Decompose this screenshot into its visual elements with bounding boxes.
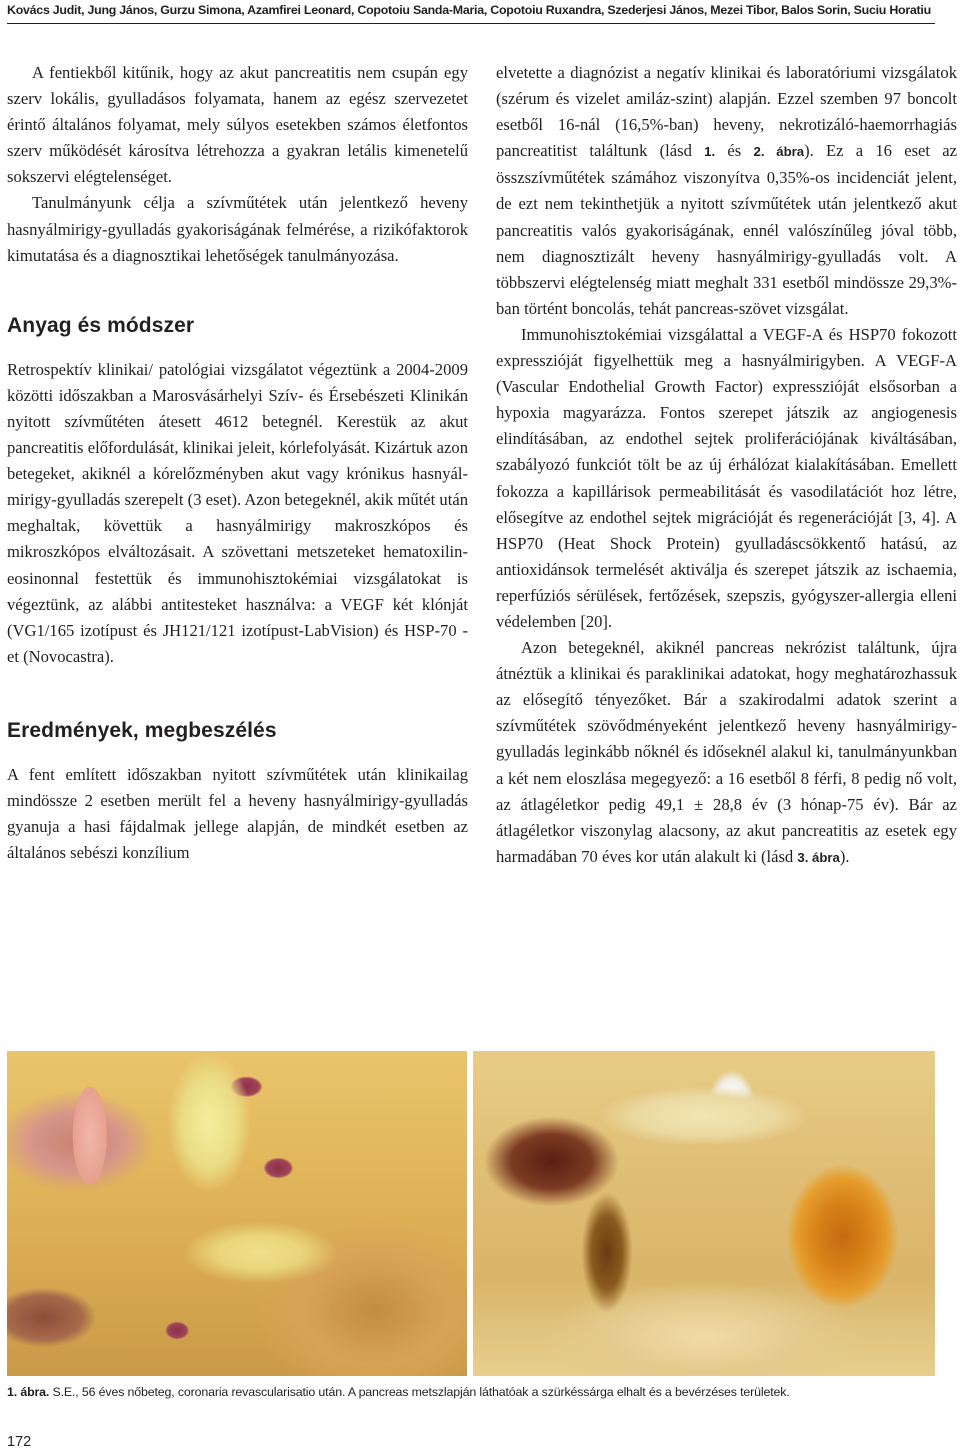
results-continuation-paragraph (496, 60, 957, 322)
ref-conjunction: és (715, 141, 754, 161)
risk-factors-text: Azon betegeknél, akiknél pancreas nekrózist találtunk, újra átnéztük a klinikai és paraklinikai adatokat, hogy meghatározhassuk az elősegítő tényezőket. Bár a szakirodalmi adatok szerint a szívműtétek szövődményeként jelentkező heveny hasnyálmirigy-gyulladás leginkább nőknél és időseknél alakul ki, tanulmányunkban a két nem eloszlása megegyező: a 16 esetből 8 férfi, 8 pedig nő volt, az átlagéletkor pedig 49,1 ± 28,8 év (3 hónap-75 év). Bár az átlagéletkor viszonylag alacsony, az akut pancreatitis az esetek egy harmadában 70 éves kor után alakult ki (lásd (496, 638, 957, 866)
methods-paragraph: Retrospektív klinikai/ patológiai vizsgálatot végeztünk a 2004-2009 közötti időszakban a Marosvásárhelyi Szív- és Érsebészeti Klinikán nyitott szívműtéten átesett 4612 betegnél. Kerestük az akut pancreatitis előfordulását, klinikai jeleit, kórlefolyását. Kizártuk azon betegeket, akiknél a kórelőzményben akut vagy krónikus hasnyálmirigy-gyulladás szerepelt (3 eset). Azon betegeknél, akik műtét után meghaltak, követtük a hasnyálmirigy makroszkópos és mikroszkópos elváltozásait. A szövettani metszeteket hematoxilin-eosinonnal festettük és immunohisztokémiai vizsgálatokat is végeztünk, az alábbi antitesteket használva: a VEGF két klónját (VG1/165 izotípust és JH121/121 izotípust-LabVision) és HSP-70 -et (Novocastra). (7, 359, 468, 666)
figure-ref-1: 1. (704, 144, 716, 160)
right-column (496, 60, 957, 871)
results-heading: Eredmények, megbeszélés (7, 718, 277, 742)
header-divider (7, 23, 935, 24)
intro-paragraph: A fentiekből kitűnik, hogy az akut pancreatitis nem csupán egy szerv lokális, gyulladásos folyamata, hanem az egész szervezetet érintő általános folyamat, mely súlyos esetekben számos életfontos szerv működését károsítva létrehozza a gyakran letális kimenetelű sokszervi elégtelenséget. (7, 63, 468, 187)
figure-ref-2: 2. ábra (753, 144, 805, 160)
risk-factors-paragraph (496, 635, 957, 871)
results-continuation-rest: ). Ez a 16 eset az összszívműtétek számához viszonyítva 0,35%-os incidenciát jelent, de ezt nem tekinthetjük a nyitott szívműtétek után jelentkező akut pancreatitis valós gyakoriságának, ennél valószínűleg jóval több, nem diagnosztizált heveny hasnyálmirigy-gyulladás volt. A többszervi elégtelenség miatt meghalt 331 esetből mindössze 29,3%-ban történt boncolás, tehát pancreas-szövet vizsgálat. (496, 141, 958, 318)
pancreas-section-photo-right (473, 1051, 935, 1376)
methods-heading: Anyag és módszer (7, 313, 195, 337)
running-head-authors: Kovács Judit, Jung János, Gurzu Simona, Azamfirei Leonard, Copotoiu Sanda-Maria, Copotoiu Ruxandra, Szederjesi János, Mezei Tibor, Balos Sorin, Suciu Horatiu (7, 3, 931, 17)
risk-factors-end: ). (839, 846, 850, 866)
left-column (7, 60, 468, 866)
immunohistochemistry-paragraph: Immunohisztokémiai vizsgálattal a VEGF-A és HSP70 fokozott expresszióját figyelhettük meg a hasnyálmirigyben. A VEGF-A (Vascular Endothelial Growth Factor) expresszióját elsősorban a hypoxia magyarázza. Fontos szerepet játszik az angiogenesis elindításában, az endothel sejtek proliferációjának kiváltásában, szabályozó funkciót tölt be az új érhálózat kialakításában. Emellett fokozza a kapillárisok permeabilitását és vasodilatációt hoz létre, elősegítve az endothel sejtek migrációját és regenerációját [3, 4]. A HSP70 (Heat Shock Protein) gyulladáscsökkentő hatású, az antioxidánsok termelését aktiválja és szerepet játszik az ischaemia, reperfúziós sérülések, fertőzések, szepszis, gyógyszer-allergia elleni védelemben [20]. (496, 324, 957, 631)
results-continuation-text: elvetette a diagnózist a negatív klinikai és laboratóriumi vizsgálatok (szérum és vizelet amiláz-szint) alapján. Ezzel szemben 97 boncolt esetből 16-nál (16,5%-ban) heveny, nekrotizáló-haemorrhagiás pancreatitist találtunk (lásd (496, 63, 957, 161)
figure-caption-text: S.E., 56 éves nőbeteg, coronaria revascularisatio után. A pancreas metszlapján láthatóak a szürkéssárga elhalt és a bevérzéses területek. (49, 1385, 790, 1399)
figure-caption-label: 1. ábra. (7, 1385, 50, 1399)
results-paragraph: A fent említett időszakban nyitott szívműtétek után klinikailag mindössze 2 esetben merült fel a heveny hasnyálmirigy-gyulladás gyanuja a hasi fájdalmak jellege alapján, de mindkét esetben az általános sebészi konzílium (7, 764, 468, 863)
figure-ref-3: 3. ábra (797, 849, 840, 865)
page-number: 172 (7, 1434, 32, 1450)
pancreas-section-photo-left (7, 1051, 467, 1376)
figure-caption (7, 1382, 935, 1402)
aim-paragraph: Tanulmányunk célja a szívműtétek után jelentkező heveny hasnyálmirigy-gyulladás gyakoriságának felmérése, a rizikófaktorok kimutatása és a diagnosztikai lehetőségek tanulmányozása. (7, 193, 468, 265)
figure-1-photos (7, 1051, 935, 1376)
